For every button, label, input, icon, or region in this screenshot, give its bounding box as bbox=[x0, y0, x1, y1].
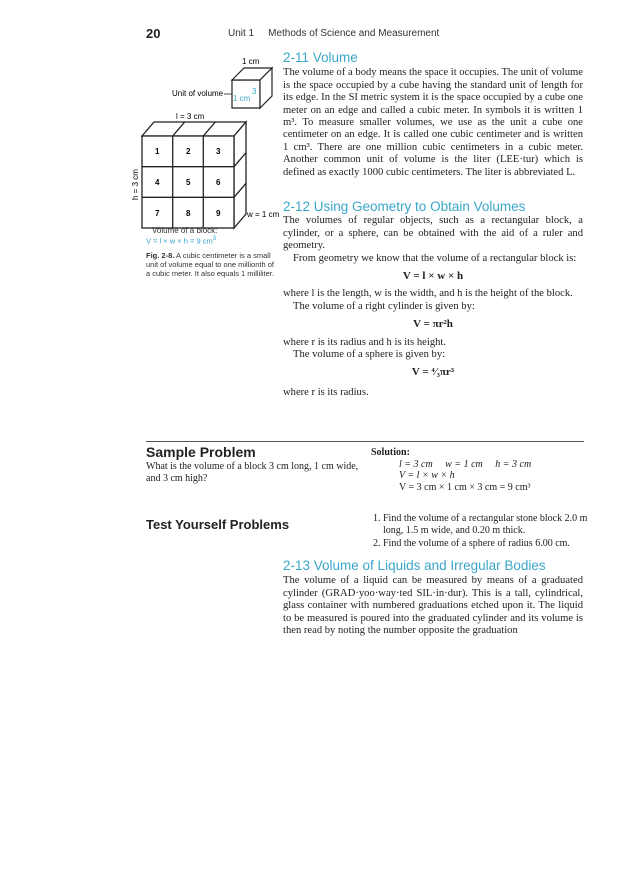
height-label: h = 3 cm bbox=[131, 169, 140, 200]
section-2-12-p1: The volumes of regular objects, such as a rectangular block, a cylinder, or a sphere, can be obtained with the aid of a ruler and geometry. bbox=[283, 215, 583, 252]
solution-line-2: V = l × w × h bbox=[399, 470, 455, 481]
section-2-11-body: The volume of a body means the space it occupies. The unit of volume is the space occupied by a cube having the standard unit of length for its edge. In the SI metric system it is the space occupied by a cube one meter on an edge and called a cubic meter. In symbols it is written 1 m³. To measure smaller volumes, we use as the unit a cube one centimeter on an edge. It is called one cubic centimeter and is written 1 cm³. There are one million cubic centimeters in a cubic meter. Another common unit of volume is the liter (LEE·tur) which is defined as exactly 1000 cubic centimeters. The liter is abbreviated L. bbox=[283, 67, 583, 178]
solution-label: Solution: bbox=[371, 447, 410, 458]
section-2-13 bbox=[283, 560, 583, 637]
unit-title: Methods of Science and Measurement bbox=[268, 28, 440, 39]
solution-line-3: V = 3 cm × 1 cm × 3 cm = 9 cm³ bbox=[399, 481, 531, 493]
solution-block bbox=[371, 447, 591, 493]
block-figure bbox=[126, 50, 286, 240]
volume-formula-exp: 3 bbox=[212, 236, 217, 242]
section-2-12-p5: where r is its radius and h is its height. bbox=[283, 336, 447, 348]
section-2-12-p7: where r is its radius. bbox=[283, 386, 369, 398]
cell-3: 3 bbox=[216, 147, 221, 156]
sample-problem-question: What is the volume of a block 3 cm long, 1 cm wide, and 3 cm high? bbox=[146, 461, 359, 484]
cell-2: 2 bbox=[186, 147, 191, 156]
page-number: 20 bbox=[146, 26, 161, 41]
cell-7: 7 bbox=[155, 209, 160, 218]
small-cube-face-label: 1 cm bbox=[233, 94, 251, 103]
caption-title: Fig. 2-8. bbox=[146, 250, 175, 260]
section-2-12-p2: From geometry we know that the volume of a rectangular block is: bbox=[293, 252, 577, 264]
solution-line-1: l = 3 cm w = 1 cm h = 3 cm bbox=[399, 458, 532, 470]
small-cube-edge-label: 1 cm bbox=[242, 57, 260, 66]
cell-8: 8 bbox=[186, 209, 191, 218]
cell-5: 5 bbox=[186, 178, 191, 187]
length-label: l = 3 cm bbox=[176, 112, 205, 121]
section-2-12-title: 2-12 Using Geometry to Obtain Volumes bbox=[283, 199, 526, 214]
small-cube-exp: 3 bbox=[252, 87, 257, 96]
unit-of-volume-label: Unit of volume bbox=[172, 89, 224, 98]
volume-label: Volume of a block: bbox=[152, 226, 218, 235]
sample-problem-heading: Sample Problem bbox=[146, 444, 256, 460]
section-2-11 bbox=[283, 52, 583, 179]
cell-6: 6 bbox=[216, 178, 221, 187]
width-label: w = 1 cm bbox=[247, 210, 280, 219]
test-item-2: 2. Find the volume of a sphere of radius 6.00 cm. bbox=[383, 538, 589, 550]
cell-9: 9 bbox=[216, 209, 221, 218]
running-head bbox=[228, 28, 453, 39]
section-2-12-p4: The volume of a right cylinder is given by: bbox=[293, 300, 475, 312]
figure-caption-block bbox=[146, 226, 278, 278]
unit-label: Unit 1 bbox=[228, 28, 255, 39]
section-2-13-title: 2-13 Volume of Liquids and Irregular Bodies bbox=[283, 558, 546, 573]
test-yourself-heading: Test Yourself Problems bbox=[146, 517, 290, 532]
divider bbox=[146, 441, 584, 442]
section-2-12-p6: The volume of a sphere is given by: bbox=[293, 349, 446, 361]
cell-4: 4 bbox=[155, 178, 160, 187]
section-2-11-title: 2-11 Volume bbox=[283, 50, 358, 65]
section-2-12 bbox=[283, 201, 583, 399]
formula-block: V = l × w × h bbox=[402, 270, 464, 283]
volume-formula: V = l × w × h = 9 cm bbox=[146, 236, 213, 246]
formula-cylinder: V = πr²h bbox=[413, 318, 453, 331]
formula-sphere: V = ⁴⁄₃πr³ bbox=[411, 366, 455, 379]
section-2-13-body: The volume of a liquid can be measured by means of a graduated cylinder (GRAD·yoo·way·ted SIL·in·dur). This is a tall, cylindrical, glass container with numbered graduations etched upon it. The liquid to be measured is poured into the graduated cylinder and its volume is then read by noting the number opposite the graduation bbox=[283, 575, 583, 637]
caption-text: A cubic centimeter is a small unit of volume equal to one millionth of a cubic meter. It also equals 1 milliliter. bbox=[146, 250, 274, 278]
test-item-1: 1. Find the volume of a rectangular stone block 2.0 m long, 1.5 m wide, and 0.20 m thick. bbox=[383, 513, 589, 536]
section-2-12-p3: where l is the length, w is the width, and h is the height of the block. bbox=[283, 288, 573, 300]
cell-1: 1 bbox=[155, 147, 160, 156]
test-yourself-list bbox=[371, 513, 589, 552]
